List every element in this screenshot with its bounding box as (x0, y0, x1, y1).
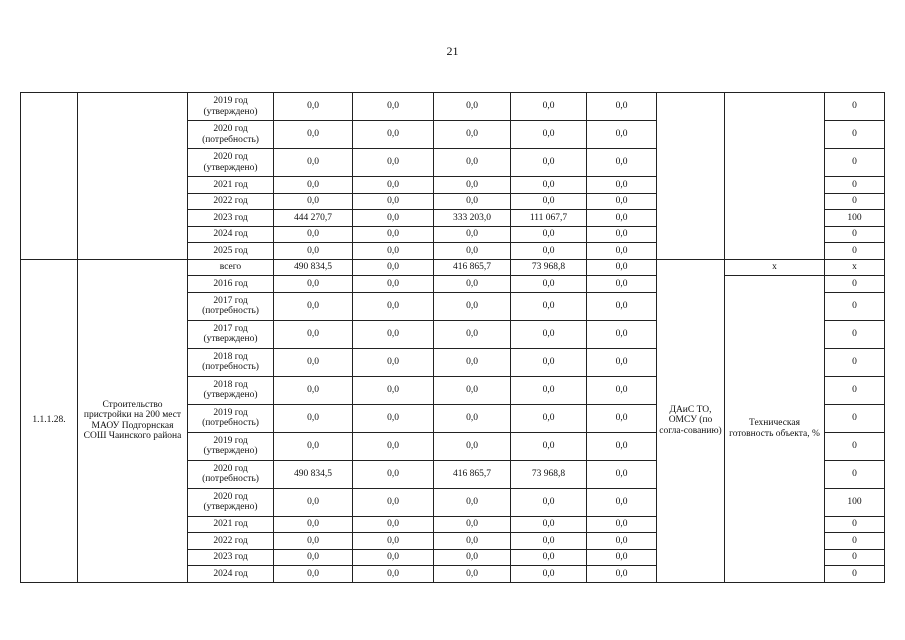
target-cell: 0 (825, 320, 885, 348)
target-cell: 0 (825, 243, 885, 260)
funding-cell: 0,0 (353, 460, 434, 488)
target-cell: 0 (825, 226, 885, 243)
funding-cell: 0,0 (511, 376, 587, 404)
funding-cell: 0,0 (511, 93, 587, 121)
funding-cell: 0,0 (353, 533, 434, 550)
funding-cell: 416 865,7 (434, 259, 511, 276)
funding-cell: 0,0 (353, 276, 434, 293)
funding-cell: 0,0 (434, 432, 511, 460)
funding-cell: 0,0 (511, 149, 587, 177)
target-cell: 100 (825, 488, 885, 516)
budget-table (20, 92, 885, 583)
target-cell: 0 (825, 93, 885, 121)
page-number: 21 (446, 44, 459, 58)
item-number: 1.1.1.28. (21, 259, 78, 582)
total-cell: 444 270,7 (274, 210, 353, 227)
funding-cell: 0,0 (587, 320, 657, 348)
funding-cell: 0,0 (353, 259, 434, 276)
year-cell: 2025 год (188, 243, 274, 260)
funding-cell: 0,0 (434, 376, 511, 404)
target-cell: 0 (825, 193, 885, 210)
executor-cell: ДАиС ТО, ОМСУ (по согла-сованию) (657, 259, 725, 582)
year-cell: 2019 год (утверждено) (188, 432, 274, 460)
total-cell: 0,0 (274, 549, 353, 566)
funding-cell: 0,0 (511, 243, 587, 260)
funding-cell: 0,0 (587, 243, 657, 260)
funding-cell: 0,0 (353, 549, 434, 566)
funding-cell: 0,0 (587, 549, 657, 566)
funding-cell: 0,0 (587, 376, 657, 404)
year-cell: 2021 год (188, 177, 274, 194)
funding-cell: 0,0 (434, 226, 511, 243)
target-cell: 0 (825, 432, 885, 460)
funding-cell: 0,0 (511, 276, 587, 293)
funding-cell: 0,0 (353, 320, 434, 348)
funding-cell: 0,0 (353, 93, 434, 121)
funding-cell: 73 968,8 (511, 460, 587, 488)
funding-cell: 0,0 (434, 348, 511, 376)
target-cell: 0 (825, 460, 885, 488)
total-cell: 0,0 (274, 149, 353, 177)
funding-cell: 0,0 (511, 193, 587, 210)
funding-cell: 0,0 (511, 432, 587, 460)
funding-cell: 0,0 (353, 488, 434, 516)
total-cell: 0,0 (274, 488, 353, 516)
total-cell: 0,0 (274, 566, 353, 583)
funding-cell: 0,0 (353, 243, 434, 260)
funding-cell: 0,0 (353, 210, 434, 227)
funding-cell: 0,0 (587, 432, 657, 460)
year-cell: 2022 год (188, 533, 274, 550)
target-cell: x (825, 259, 885, 276)
indicator-mark: x (725, 259, 825, 276)
year-cell: 2023 год (188, 549, 274, 566)
year-cell: 2021 год (188, 516, 274, 533)
total-cell: 0,0 (274, 320, 353, 348)
funding-cell: 0,0 (587, 566, 657, 583)
funding-cell: 0,0 (353, 376, 434, 404)
target-cell: 100 (825, 210, 885, 227)
funding-cell: 0,0 (434, 533, 511, 550)
funding-cell: 0,0 (511, 320, 587, 348)
total-cell: 0,0 (274, 516, 353, 533)
funding-cell: 0,0 (434, 488, 511, 516)
funding-cell: 0,0 (587, 404, 657, 432)
total-cell: 0,0 (274, 121, 353, 149)
funding-cell: 0,0 (587, 93, 657, 121)
target-cell: 0 (825, 533, 885, 550)
year-cell: 2018 год (потребность) (188, 348, 274, 376)
total-cell: 490 834,5 (274, 259, 353, 276)
funding-cell: 0,0 (587, 210, 657, 227)
table-row (21, 93, 885, 121)
funding-cell: 0,0 (434, 149, 511, 177)
year-cell: 2024 год (188, 226, 274, 243)
funding-cell: 111 067,7 (511, 210, 587, 227)
year-cell: 2020 год (утверждено) (188, 149, 274, 177)
funding-cell: 0,0 (511, 516, 587, 533)
funding-cell: 0,0 (434, 121, 511, 149)
funding-cell: 0,0 (353, 432, 434, 460)
funding-cell: 0,0 (511, 348, 587, 376)
target-cell: 0 (825, 348, 885, 376)
year-cell: 2017 год (потребность) (188, 292, 274, 320)
funding-cell: 0,0 (434, 404, 511, 432)
target-cell: 0 (825, 516, 885, 533)
funding-cell: 0,0 (434, 292, 511, 320)
total-cell: 0,0 (274, 292, 353, 320)
funding-cell: 0,0 (587, 488, 657, 516)
prev-name-cell (78, 93, 188, 260)
funding-cell: 0,0 (434, 320, 511, 348)
funding-cell: 0,0 (434, 549, 511, 566)
funding-cell: 333 203,0 (434, 210, 511, 227)
funding-cell: 0,0 (511, 549, 587, 566)
target-cell: 0 (825, 121, 885, 149)
year-cell: 2017 год (утверждено) (188, 320, 274, 348)
total-cell: 0,0 (274, 193, 353, 210)
total-cell: 0,0 (274, 93, 353, 121)
prev-indicator-cell (725, 93, 825, 260)
funding-cell: 0,0 (434, 516, 511, 533)
funding-cell: 73 968,8 (511, 259, 587, 276)
funding-cell: 0,0 (353, 404, 434, 432)
funding-cell: 0,0 (353, 348, 434, 376)
year-cell: 2016 год (188, 276, 274, 293)
item-name: Строительство пристройки на 200 мест МАОУ Подгорнская СОШ Чаинского района (78, 259, 188, 582)
total-cell: 0,0 (274, 533, 353, 550)
year-cell: 2019 год (потребность) (188, 404, 274, 432)
year-cell: 2019 год (утверждено) (188, 93, 274, 121)
target-cell: 0 (825, 376, 885, 404)
funding-cell: 0,0 (587, 193, 657, 210)
funding-cell: 0,0 (353, 226, 434, 243)
year-cell: 2018 год (утверждено) (188, 376, 274, 404)
funding-cell: 0,0 (511, 404, 587, 432)
funding-cell: 0,0 (511, 488, 587, 516)
total-cell: 0,0 (274, 276, 353, 293)
funding-cell: 0,0 (353, 177, 434, 194)
funding-cell: 0,0 (587, 460, 657, 488)
funding-cell: 0,0 (434, 243, 511, 260)
prev-number-cell (21, 93, 78, 260)
year-cell: 2020 год (утверждено) (188, 488, 274, 516)
prev-executor-cell (657, 93, 725, 260)
funding-cell: 0,0 (587, 292, 657, 320)
funding-cell: 0,0 (434, 193, 511, 210)
funding-cell: 0,0 (434, 276, 511, 293)
year-cell: 2020 год (потребность) (188, 460, 274, 488)
total-cell: 490 834,5 (274, 460, 353, 488)
funding-cell: 416 865,7 (434, 460, 511, 488)
funding-cell: 0,0 (587, 533, 657, 550)
funding-cell: 0,0 (511, 292, 587, 320)
funding-cell: 0,0 (587, 276, 657, 293)
funding-cell: 0,0 (511, 226, 587, 243)
funding-cell: 0,0 (511, 177, 587, 194)
funding-cell: 0,0 (587, 177, 657, 194)
year-cell: 2020 год (потребность) (188, 121, 274, 149)
funding-cell: 0,0 (353, 193, 434, 210)
target-cell: 0 (825, 566, 885, 583)
target-cell: 0 (825, 549, 885, 566)
total-cell: 0,0 (274, 348, 353, 376)
year-cell: 2022 год (188, 193, 274, 210)
funding-cell: 0,0 (434, 566, 511, 583)
target-cell: 0 (825, 404, 885, 432)
total-cell: 0,0 (274, 432, 353, 460)
funding-cell: 0,0 (511, 566, 587, 583)
funding-cell: 0,0 (353, 121, 434, 149)
funding-cell: 0,0 (353, 516, 434, 533)
year-cell: всего (188, 259, 274, 276)
total-cell: 0,0 (274, 226, 353, 243)
funding-cell: 0,0 (587, 259, 657, 276)
funding-cell: 0,0 (587, 516, 657, 533)
target-cell: 0 (825, 276, 885, 293)
funding-cell: 0,0 (511, 533, 587, 550)
funding-cell: 0,0 (511, 121, 587, 149)
target-cell: 0 (825, 177, 885, 194)
table-row (21, 259, 885, 276)
target-cell: 0 (825, 292, 885, 320)
funding-cell: 0,0 (587, 226, 657, 243)
indicator-name: Техническая готовность объекта, % (725, 276, 825, 583)
total-cell: 0,0 (274, 404, 353, 432)
table-body (21, 93, 885, 583)
total-cell: 0,0 (274, 376, 353, 404)
target-cell: 0 (825, 149, 885, 177)
year-cell: 2023 год (188, 210, 274, 227)
funding-cell: 0,0 (587, 121, 657, 149)
year-cell: 2024 год (188, 566, 274, 583)
funding-cell: 0,0 (353, 292, 434, 320)
total-cell: 0,0 (274, 177, 353, 194)
funding-cell: 0,0 (587, 149, 657, 177)
funding-cell: 0,0 (587, 348, 657, 376)
funding-cell: 0,0 (353, 149, 434, 177)
funding-cell: 0,0 (434, 177, 511, 194)
total-cell: 0,0 (274, 243, 353, 260)
funding-cell: 0,0 (353, 566, 434, 583)
funding-cell: 0,0 (434, 93, 511, 121)
